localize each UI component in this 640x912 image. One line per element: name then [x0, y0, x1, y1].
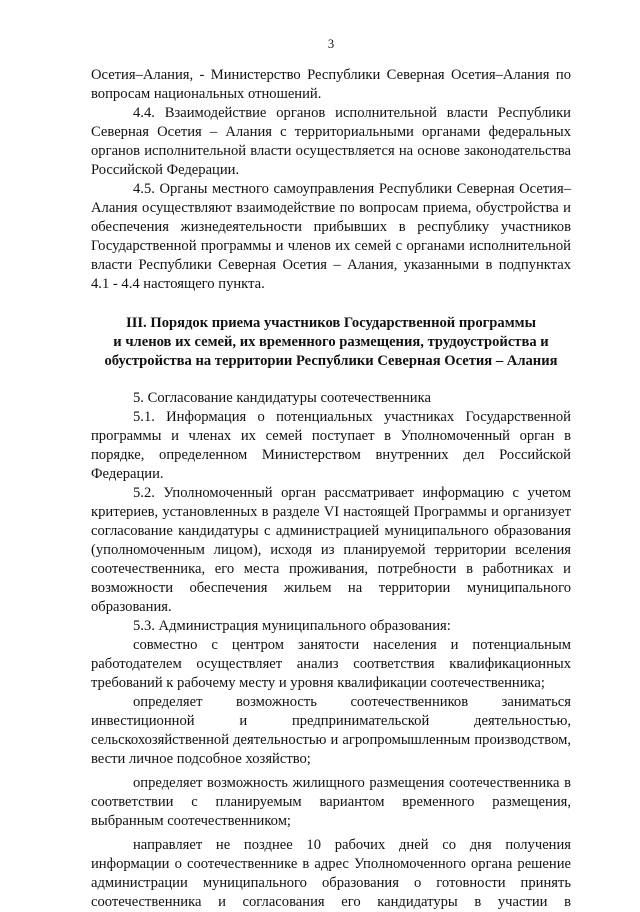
paragraph-5-3: 5.3. Администрация муниципального образования: [133, 618, 451, 634]
section-heading-line: обустройства на территории Республики Северная Осетия – Алания [104, 353, 558, 369]
paragraph-5-2: 5.2. Уполномоченный орган рассматривает информацию с учетом критериев, установленных в разделе VI настоящей Программы и организует согласование кандидатуры с администрацией муниципального образования (уполномоченным лицом), исходя из планируемой территории вселения соотечественника, его места проживания, потребности в работниках и возможности обеспечения жильем на территории муниципального образования. [91, 485, 571, 615]
page-number: 3 [327, 37, 335, 51]
section-heading-line: III. Порядок приема участников Государственной программы [126, 315, 536, 331]
paragraph-5-3-item: направляет не позднее 10 рабочих дней со дня получения информации о соотечественнике в адрес Уполномоченного органа решение администрации муниципального образования о готовности принять соотечественника и согласования его кандидатуры в участии в [91, 837, 571, 910]
paragraph-continuation: Осетия–Алания, - Министерство Республики Северная Осетия–Алания по вопросам национальных отношений. [91, 67, 571, 102]
paragraph-4-4: 4.4. Взаимодействие органов исполнительной власти Республики Северная Осетия – Алания с территориальными органами федеральных органов исполнительной власти осуществляется на основе законодательства Российской Федерации. [91, 105, 571, 178]
paragraph-5-title: 5. Согласование кандидатуры соотечественника [133, 390, 431, 406]
section-heading-line: и членов их семей, их временного размещения, трудоустройства и [113, 334, 549, 350]
paragraph-4-5: 4.5. Органы местного самоуправления Республики Северная Осетия–Алания осуществляют взаимодействие по вопросам приема, обустройства и обеспечения жизнедеятельности прибывших в республику участников Государственной программы и членов их семей с органами исполнительной власти Республики Северная Осетия – Алания, указанными в подпунктах 4.1 - 4.4 настоящего пункта. [91, 181, 571, 292]
section-heading [91, 314, 571, 371]
paragraph-5-3-item: совместно с центром занятости населения и потенциальным работодателем осуществляет анализ соответствия квалификационных требований к рабочему месту и уровня квалификации соотечественника; [91, 637, 571, 691]
paragraph-5-1: 5.1. Информация о потенциальных участниках Государственной программы и членах их семей поступает в Уполномоченный орган в порядке, определенном Министерством внутренних дел Российской Федерации. [91, 409, 571, 482]
paragraph-5-3-item: определяет возможность соотечественников заниматься инвестиционной и предпринимательской деятельностью, сельскохозяйственной деятельностью и агропромышленным производством, вести личное подсобное хозяйство; [91, 694, 571, 767]
paragraph-5-3-item: определяет возможность жилищного размещения соотечественника в соответствии с планируемым вариантом временного размещения, выбранным соотечественником; [91, 775, 571, 829]
